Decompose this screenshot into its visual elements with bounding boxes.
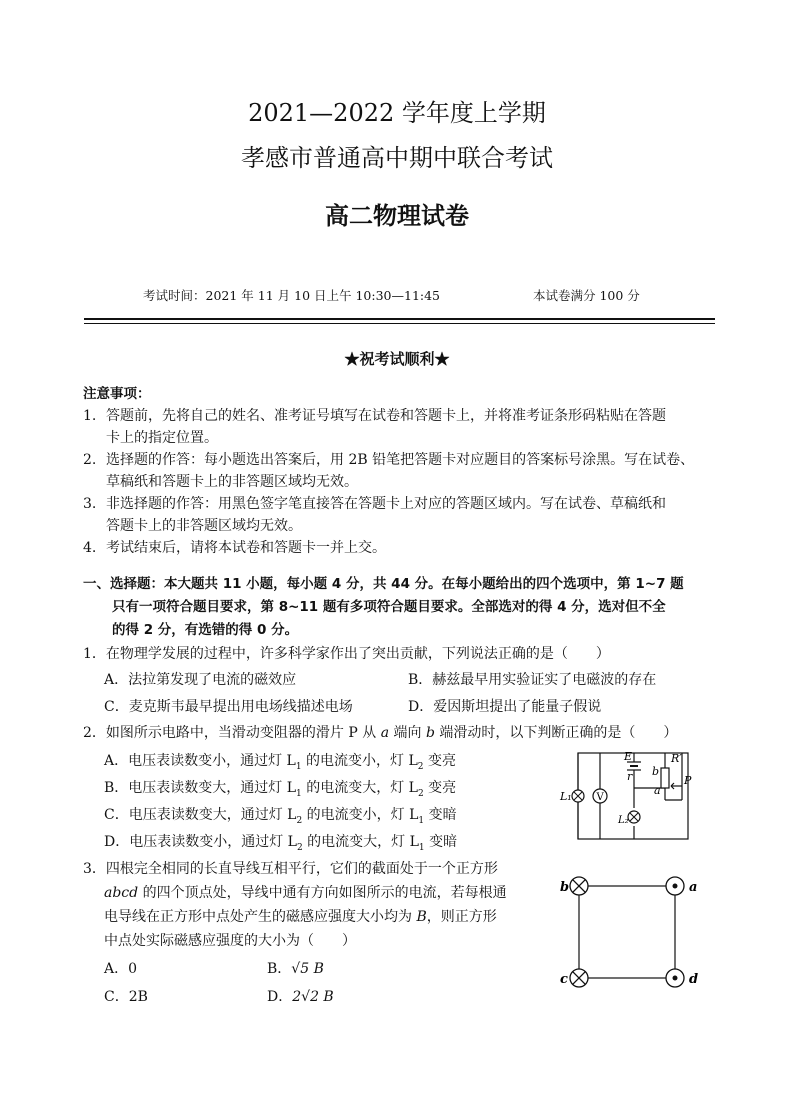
square-wires-diagram: [555, 870, 715, 995]
label-rheostat: R′: [671, 752, 682, 765]
question-3-stem: 电导线在正方形中点处产生的磁感应强度大小均为 B，则正方形: [104, 909, 497, 925]
wire-d-out-icon: [666, 969, 684, 987]
question-3-stem: 中点处实际磁感应强度的大小为（ ）: [104, 933, 356, 949]
wire-c-into-icon: [570, 969, 588, 987]
note-line: 选择题的作答：每小题选出答案后，用 2B 铅笔把答题卡对应题目的答案标号涂黑。写在试卷、: [106, 452, 695, 468]
label-l1: L₁: [560, 790, 572, 803]
square-outline: [579, 886, 675, 978]
circuit-diagram: [560, 748, 700, 848]
divider-thin: [84, 323, 715, 324]
divider-thick: [84, 318, 715, 320]
note-line: 考试结束后，请将本试卷和答题卡一并上交。: [106, 540, 386, 556]
q2-option-b: B．电压表读数变大，通过灯 $L_1$ 的电流变大，灯 $L_2$ 变亮: [104, 780, 457, 799]
section-instructions: 只有一项符合题目要求，第 8~11 题有多项符合题目要求。全部选对的得 4 分，选对但不全: [112, 599, 666, 615]
question-3-stem: abcd 的四个顶点处，导线中通有方向如图所示的电流，若每根通: [104, 885, 507, 901]
wire-b-into-icon: [570, 877, 588, 895]
label-d: d: [689, 972, 699, 987]
note-line: 答题卡上的非答题区域均无效。: [106, 518, 302, 534]
notes-heading: 注意事项：: [83, 386, 151, 402]
note-line: 答题前，先将自己的姓名、准考证号填写在试卷和答题卡上，并将准考证条形码粘贴在答题: [106, 408, 666, 424]
q3-option-c: C．2B: [104, 989, 148, 1005]
label-l2: L₂: [618, 815, 629, 826]
q2-option-c: C．电压表读数变大，通过灯 $L_2$ 的电流变小，灯 $L_1$ 变暗: [104, 807, 457, 826]
note-number: 3.: [83, 496, 97, 512]
question-1-stem: 1．在物理学发展的过程中，许多科学家作出了突出贡献，下列说法正确的是（ ）: [83, 646, 610, 662]
good-luck-banner: ★祝考试顺利★: [344, 350, 450, 368]
title-line-1: 2021—2022 学年度上学期: [248, 99, 546, 127]
note-number: 1.: [83, 408, 97, 424]
q1-option-b: B．赫兹最早用实验证实了电磁波的存在: [408, 672, 657, 688]
label-a: a: [689, 880, 698, 895]
q2-option-a: A．电压表读数变小，通过灯 $L_1$ 的电流变小，灯 $L_2$ 变亮: [104, 753, 456, 772]
note-line: 非选择题的作答：用黑色签字笔直接答在答题卡上对应的答题区域内。写在试卷、草稿纸和: [106, 496, 666, 512]
label-b: b: [652, 765, 660, 778]
note-number: 2.: [83, 452, 97, 468]
note-line: 草稿纸和答题卡上的非答题区域均无效。: [106, 474, 358, 490]
label-c: c: [560, 972, 568, 987]
q3-option-d: D．2√2 B: [267, 989, 334, 1005]
q3-option-b: B．√5 B: [267, 961, 324, 977]
label-p: P: [684, 774, 692, 787]
subject-title: 高二物理试卷: [325, 201, 469, 230]
exam-time: 考试时间：2021 年 11 月 10 日上午 10:30—11:45: [143, 288, 441, 303]
label-e: E: [624, 750, 633, 763]
section-instructions: 的得 2 分，有选错的得 0 分。: [112, 622, 299, 638]
rheostat: [661, 768, 669, 788]
wire-a-out-icon: [666, 877, 684, 895]
title-line-2: 孝感市普通高中期中联合考试: [241, 144, 553, 172]
q1-option-c: C．麦克斯韦最早提出用电场线描述电场: [104, 699, 353, 715]
label-a: a: [654, 784, 661, 797]
q1-option-d: D．爱因斯坦提出了能量子假说: [408, 699, 602, 715]
section-instructions: 一、选择题：本大题共 11 小题，每小题 4 分，共 44 分。在每小题给出的四个选项中，第 1~7 题: [83, 576, 684, 592]
question-3-stem: 3．四根完全相同的长直导线互相平行，它们的截面处于一个正方形: [83, 861, 498, 877]
note-number: 4.: [83, 540, 97, 556]
note-line: 卡上的指定位置。: [106, 430, 218, 446]
q2-option-d: D．电压表读数变小，通过灯 $L_2$ 的电流变大，灯 $L_1$ 变暗: [104, 834, 458, 853]
label-r: r: [627, 770, 633, 783]
full-score: 本试卷满分 100 分: [533, 288, 640, 303]
question-2-stem: 2．如图所示电路中，当滑动变阻器的滑片 P 从 a 端向 b 端滑动时，以下判断正确的是（ ）: [83, 725, 678, 741]
voltmeter-label: V: [596, 792, 604, 803]
q3-option-a: A．0: [104, 961, 138, 977]
label-b: b: [560, 880, 570, 895]
q1-option-a: A．法拉第发现了电流的磁效应: [104, 672, 297, 688]
